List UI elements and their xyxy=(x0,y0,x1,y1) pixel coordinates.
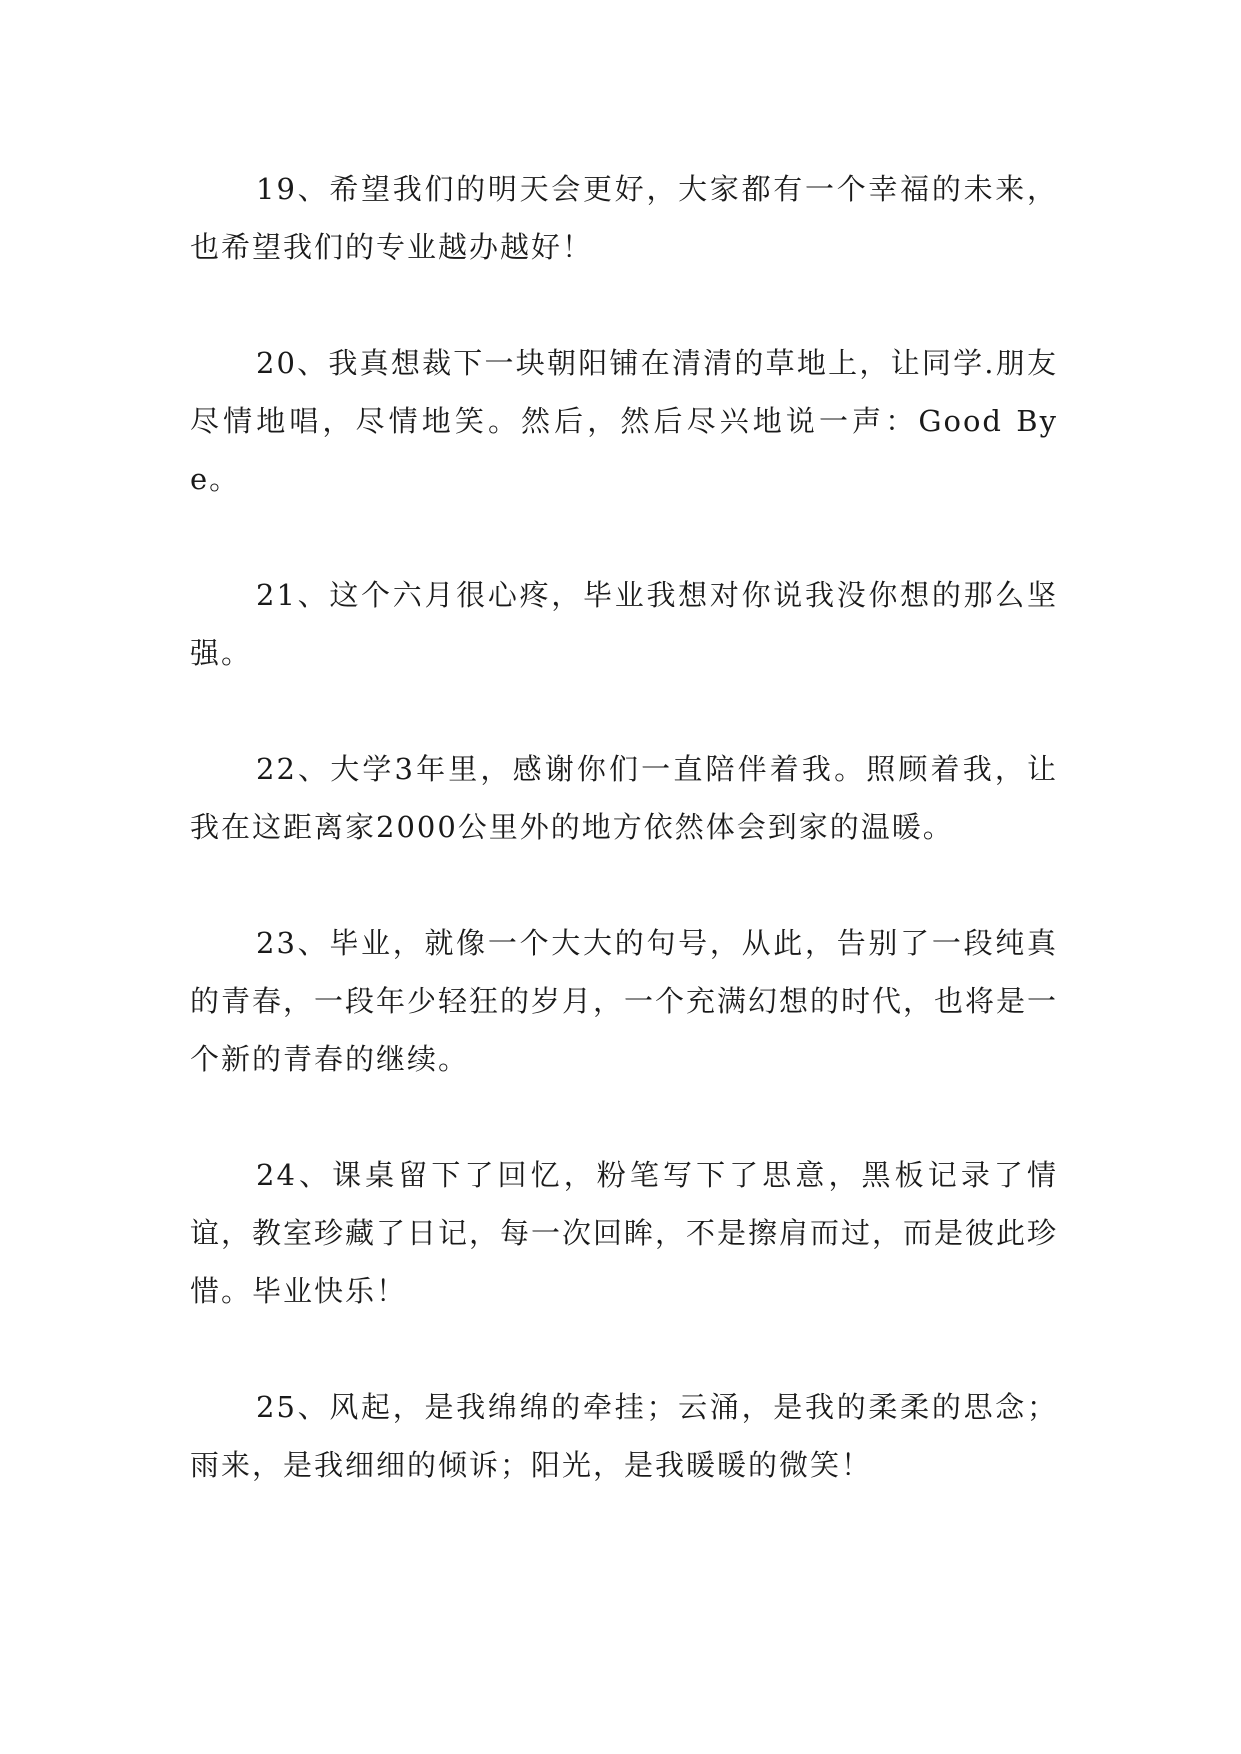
paragraph-23: 23、毕业，就像一个大大的句号，从此，告别了一段纯真的青春，一段年少轻狂的岁月，一个充满幻想的时代，也将是一个新的青春的继续。 xyxy=(190,926,1059,1076)
paragraph-22: 22、大学3年里，感谢你们一直陪伴着我。照顾着我，让我在这距离家2000公里外的地方依然体会到家的温暖。 xyxy=(190,752,1058,844)
paragraph-21: 21、这个六月很心疼，毕业我想对你说我没你想的那么坚强。 xyxy=(190,578,1058,670)
paragraph-25: 25、风起，是我绵绵的牵挂；云涌，是我的柔柔的思念；雨来，是我细细的倾诉；阳光，是我暖暖的微笑！ xyxy=(190,1390,1058,1482)
paragraph-19: 19、希望我们的明天会更好，大家都有一个幸福的未来，也希望我们的专业越办越好！ xyxy=(190,172,1058,264)
paragraph-24: 24、课桌留下了回忆，粉笔写下了思意，黑板记录了情谊，教室珍藏了日记，每一次回眸，不是擦肩而过，而是彼此珍惜。毕业快乐！ xyxy=(190,1158,1059,1308)
document-body xyxy=(190,160,1058,1552)
paragraph-20: 20、我真想裁下一块朝阳铺在清清的草地上，让同学.朋友尽情地唱，尽情地笑。然后，然后尽兴地说一声：Good Bye。 xyxy=(190,346,1058,496)
